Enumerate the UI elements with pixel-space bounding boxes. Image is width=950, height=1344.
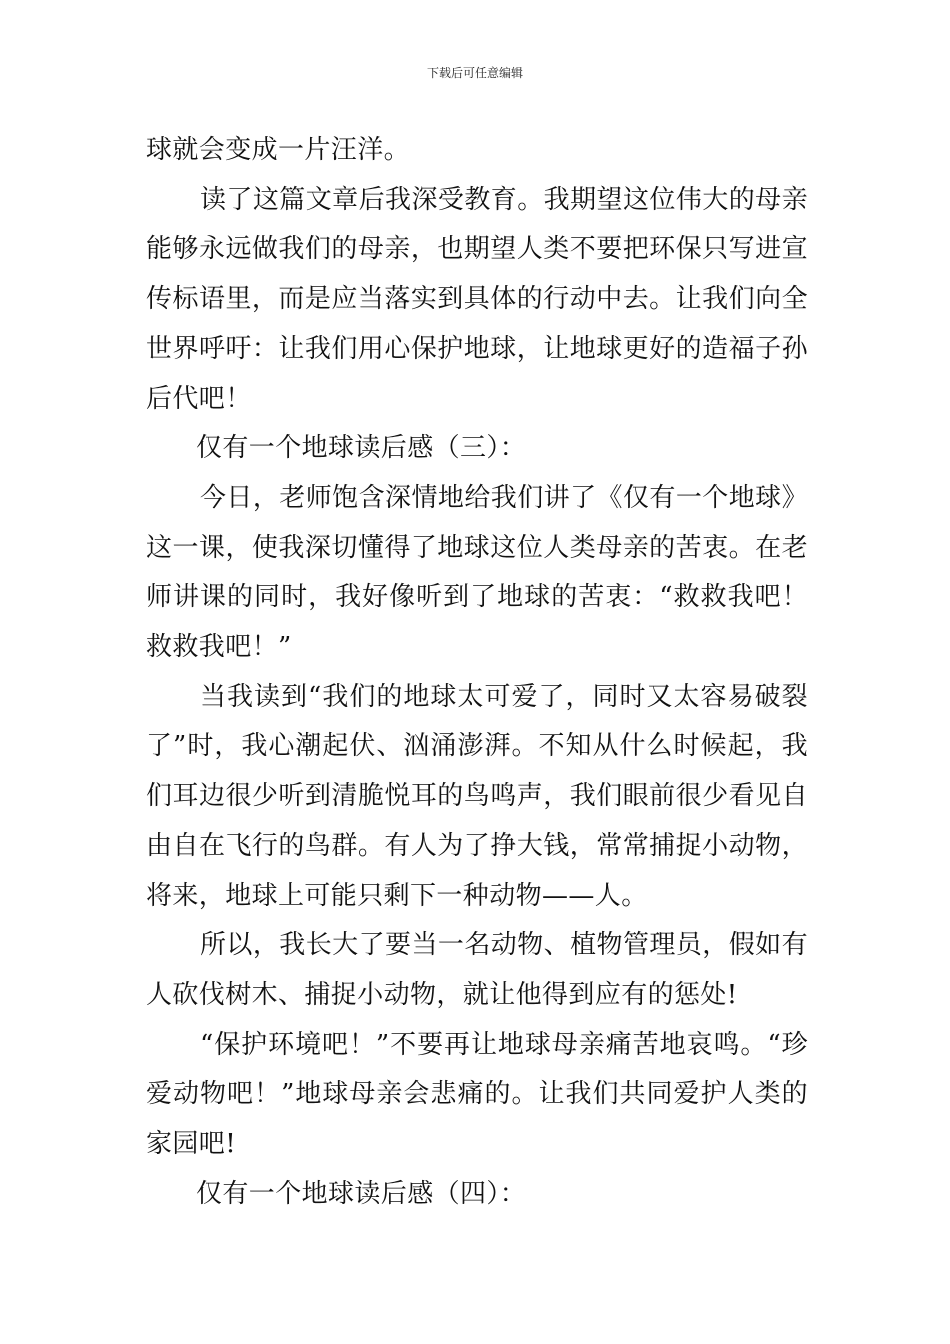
paragraph-appeal: “保护环境吧！”不要再让地球母亲痛苦地哀鸣。“珍爱动物吧！”地球母亲会悲痛的。让我们共同爱护人类的家园吧! [146, 1029, 808, 1160]
section-heading-three: 仅有一个地球读后感（三）： [196, 433, 527, 464]
paragraph-reflection: 读了这篇文章后我深受教育。我期望这位伟大的母亲能够永远做我们的母亲，也期望人类不要把环保只写进宣传标语里，而是应当落实到具体的行动中去。让我们向全世界呼吁：让我们用心保护地球，让地球更好的造福子孙后代吧！ [146, 184, 808, 414]
section-heading-four: 仅有一个地球读后感（四）： [196, 1178, 527, 1209]
document-body [146, 126, 808, 1219]
paragraph-lesson: 今日，老师饱含深情地给我们讲了《仅有一个地球》这一课，使我深切懂得了地球这位人类母亲的苦衷。在老师讲课的同时，我好像听到了地球的苦衷：“救救我吧！救救我吧！” [146, 482, 808, 663]
paragraph-feelings: 当我读到“我们的地球太可爱了，同时又太容易破裂了”时，我心潮起伏、汹涌澎湃。不知从什么时候起，我们耳边很少听到清脆悦耳的鸟鸣声，我们眼前很少看见自由自在飞行的鸟群。有人为了挣大钱，常常捕捉小动物，将来，地球上可能只剩下一种动物——人。 [146, 681, 808, 911]
page-header: 下载后可任意编辑 [426, 66, 523, 80]
paragraph-continuation: 球就会变成一片汪洋。 [146, 135, 411, 165]
paragraph-aspiration: 所以，我长大了要当一名动物、植物管理员，假如有人砍伐树木、捕捉小动物，就让他得到应有的惩处! [146, 930, 808, 1010]
